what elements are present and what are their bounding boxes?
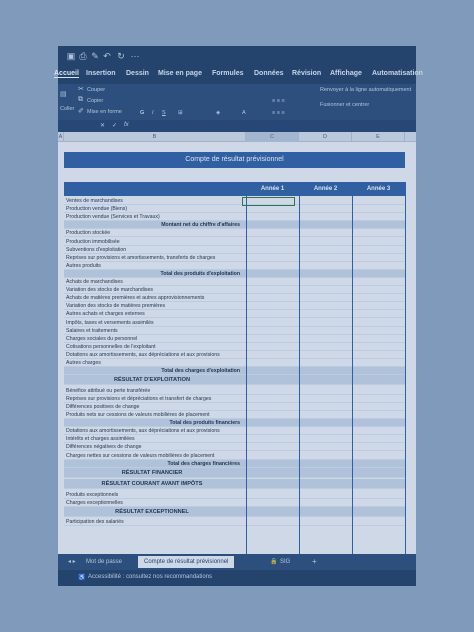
- row-label: Impôts, taxes et versements assimilés: [66, 319, 154, 326]
- table-row[interactable]: [64, 310, 405, 318]
- more-icon[interactable]: ···: [130, 51, 140, 61]
- row-label: Produits exceptionnels: [66, 491, 119, 498]
- column-divider: [405, 182, 406, 554]
- bold-button[interactable]: G: [140, 110, 145, 116]
- tab-dessin[interactable]: Dessin: [126, 70, 149, 77]
- print-icon[interactable]: ⎙: [79, 51, 87, 61]
- row-label: Production stockée: [66, 230, 111, 237]
- row-label: Charges exceptionnelles: [66, 499, 123, 506]
- year-header: Année 2: [313, 186, 338, 192]
- row-label: Total des produits d'exploitation: [160, 270, 240, 277]
- row-label: Autres charges: [66, 360, 101, 366]
- tab-accueil[interactable]: Accueil: [54, 70, 79, 77]
- save-icon[interactable]: ▣: [66, 51, 76, 61]
- row-label: Charges sociales du personnel: [66, 335, 138, 342]
- row-label: Total des produits financiers: [169, 420, 240, 427]
- tab-affichage[interactable]: Affichage: [330, 70, 362, 77]
- table-row[interactable]: [64, 443, 405, 451]
- table-row[interactable]: [64, 335, 405, 343]
- row-label: Différences négatives de change: [66, 444, 142, 451]
- table-row[interactable]: [64, 411, 405, 419]
- sheet-title: Compte de résultat prévisionnel: [64, 152, 405, 168]
- edit-icon[interactable]: ✎: [91, 51, 99, 61]
- column-header-e[interactable]: E: [352, 132, 405, 142]
- selected-cell[interactable]: [242, 197, 295, 206]
- copy-icon[interactable]: ⧉: [78, 96, 83, 103]
- tab-formules[interactable]: Formules: [212, 70, 244, 77]
- row-label: Ventes de marchandises: [66, 198, 123, 204]
- wrap-text-button[interactable]: Renvoyer à la ligne automatiquement: [320, 87, 412, 93]
- row-label: Total des charges d'exploitation: [161, 368, 240, 375]
- row-label: Montant net du chiffre d'affaires: [161, 222, 240, 229]
- table-row[interactable]: [64, 197, 405, 205]
- row-label: Total des charges financières: [167, 460, 240, 467]
- table-row[interactable]: [64, 491, 405, 499]
- cut-icon[interactable]: ✂: [78, 86, 84, 93]
- format-painter-button[interactable]: Mise en forme: [87, 109, 122, 115]
- year-header-row: [64, 182, 405, 196]
- result-row[interactable]: [64, 375, 405, 385]
- row-label: Reprises sur provisions et amortissements, transferts de charges: [66, 254, 216, 261]
- table-row[interactable]: [64, 238, 405, 246]
- tab-donn-es[interactable]: Données: [254, 70, 284, 77]
- table-row[interactable]: [64, 452, 405, 460]
- underline-button[interactable]: S: [162, 110, 166, 116]
- function-icon[interactable]: fx: [124, 122, 129, 128]
- accessibility-icon: ♿: [78, 575, 86, 581]
- font-color-icon[interactable]: A: [242, 110, 246, 116]
- add-sheet-button[interactable]: +: [312, 557, 317, 566]
- undo-icon[interactable]: ↶: [103, 51, 111, 61]
- result-row[interactable]: [64, 507, 405, 517]
- row-label: Variation des stocks de matières premières: [66, 303, 166, 310]
- row-label: Dotations aux amortissements, aux dépréciations et aux provisions: [66, 428, 220, 435]
- column-divider: [352, 182, 353, 554]
- column-header-b[interactable]: B: [64, 132, 246, 142]
- row-label: Bénéfice attribué ou perte transférée: [66, 387, 151, 394]
- row-label: Intérêts et charges assimilées: [66, 436, 135, 443]
- result-row[interactable]: [64, 479, 405, 489]
- row-label: Production immobilisée: [66, 238, 120, 245]
- total-row[interactable]: [64, 270, 405, 278]
- row-label: RÉSULTAT D'EXPLOITATION: [113, 377, 190, 384]
- row-label: Reprises sur provisions et dépréciations et transfert de charges: [66, 395, 212, 402]
- column-header-a[interactable]: A: [58, 134, 63, 140]
- table-row[interactable]: [64, 319, 405, 327]
- cancel-icon[interactable]: ✕: [100, 123, 106, 129]
- column-header-d[interactable]: D: [299, 132, 352, 142]
- row-label: Charges nettes sur cessions de valeurs mobilières de placement: [66, 452, 215, 459]
- row-label: Cotisations personnelles de l'exploitant: [66, 343, 156, 350]
- year-header: Année 1: [260, 186, 285, 192]
- column-headers: [58, 132, 416, 142]
- row-label: Salaires et traitements: [66, 327, 118, 334]
- status-bar: [58, 570, 416, 586]
- align-icon[interactable]: ≡ ≡ ≡: [272, 98, 285, 104]
- row-label: RÉSULTAT COURANT AVANT IMPÔTS: [101, 481, 203, 488]
- table-row[interactable]: [64, 286, 405, 294]
- copy-button[interactable]: Copier: [87, 98, 104, 104]
- quick-access-toolbar: [58, 46, 416, 68]
- table-row[interactable]: [64, 343, 405, 351]
- row-label: Autres achats et charges externes: [66, 311, 145, 318]
- redo-icon[interactable]: ↻: [117, 51, 125, 61]
- cut-button[interactable]: Couper: [87, 87, 106, 93]
- row-label: Différences positives de change: [66, 403, 140, 410]
- row-label: Dotations aux amortissements, aux dépréciations et aux provisions: [66, 351, 220, 358]
- row-label: Autres produits: [66, 262, 101, 269]
- fill-color-icon[interactable]: ◈: [216, 110, 221, 116]
- table-row[interactable]: [64, 213, 405, 221]
- tab-sig[interactable]: SIG: [280, 559, 291, 565]
- table-row[interactable]: [64, 246, 405, 254]
- accessibility-status[interactable]: Accessibilité : consultez nos recommandations: [88, 574, 213, 580]
- column-header-c[interactable]: C: [246, 132, 299, 142]
- table-row[interactable]: [64, 262, 405, 270]
- table-row[interactable]: [64, 518, 405, 526]
- table-row[interactable]: [64, 327, 405, 335]
- table-row[interactable]: [64, 278, 405, 286]
- table-row[interactable]: [64, 205, 405, 213]
- table-row[interactable]: [64, 302, 405, 310]
- align-center-icon[interactable]: ≡ ≡ ≡: [272, 110, 285, 116]
- nav-arrows-icon[interactable]: ◂ ▸: [68, 559, 76, 565]
- paste-icon[interactable]: ▤: [60, 91, 67, 98]
- row-label: Subventions d'exploitation: [66, 246, 127, 253]
- table-row[interactable]: [64, 395, 405, 403]
- total-row[interactable]: [64, 367, 405, 375]
- confirm-icon[interactable]: ✓: [112, 123, 118, 129]
- row-label: Variation des stocks de marchandises: [66, 287, 153, 294]
- tab-compte-de-resultat[interactable]: Compte de résultat prévisionnel: [138, 556, 234, 568]
- table-row[interactable]: [64, 387, 405, 395]
- total-row[interactable]: [64, 460, 405, 468]
- table-row[interactable]: [64, 435, 405, 443]
- sheet-tabs-bar: [58, 554, 416, 570]
- table-row[interactable]: [64, 294, 405, 302]
- result-row[interactable]: [64, 468, 405, 478]
- column-divider: [299, 182, 300, 554]
- tab-automatisation[interactable]: Automatisation: [372, 70, 423, 77]
- formula-bar[interactable]: [58, 120, 416, 132]
- italic-button[interactable]: I: [152, 110, 154, 116]
- table-row[interactable]: [64, 229, 405, 237]
- excel-window: [54, 46, 423, 586]
- table-row[interactable]: [64, 403, 405, 411]
- total-row[interactable]: [64, 419, 405, 427]
- ribbon: [58, 84, 416, 120]
- borders-icon[interactable]: ⊞: [178, 110, 183, 116]
- table-row[interactable]: [64, 359, 405, 367]
- row-label: Production vendue (Biens): [66, 206, 128, 213]
- total-row[interactable]: [64, 221, 405, 229]
- lock-icon: 🔒: [270, 559, 278, 565]
- table-row[interactable]: [64, 499, 405, 507]
- tab-mot-de-passe[interactable]: Mot de passe: [86, 559, 123, 565]
- row-label: Production vendue (Services et Travaux): [66, 214, 160, 221]
- format-painter-icon[interactable]: ✐: [78, 108, 84, 115]
- table-row[interactable]: [64, 351, 405, 359]
- column-divider: [246, 182, 247, 554]
- row-label: RÉSULTAT FINANCIER: [121, 469, 183, 476]
- ribbon-tabs: [54, 68, 423, 84]
- tab-insertion[interactable]: Insertion: [86, 70, 116, 77]
- merge-center-button[interactable]: Fusionner et centrer: [320, 102, 370, 108]
- worksheet-grid[interactable]: [58, 142, 416, 554]
- table-row[interactable]: [64, 427, 405, 435]
- paste-button[interactable]: Coller: [60, 106, 75, 112]
- row-label: Participation des salariés: [66, 519, 124, 526]
- row-label: Produits nets sur cessions de valeurs mobilières de placement: [66, 412, 210, 418]
- row-label: Achats de marchandises: [66, 279, 123, 285]
- table-row[interactable]: [64, 254, 405, 262]
- tab-mise-en-page[interactable]: Mise en page: [158, 70, 202, 77]
- row-label: Achats de matières premières et autres approvisionnements: [66, 295, 205, 302]
- tab-r-vision[interactable]: Révision: [292, 70, 322, 77]
- row-label: RÉSULTAT EXCEPTIONNEL: [115, 508, 189, 515]
- year-header: Année 3: [366, 186, 391, 192]
